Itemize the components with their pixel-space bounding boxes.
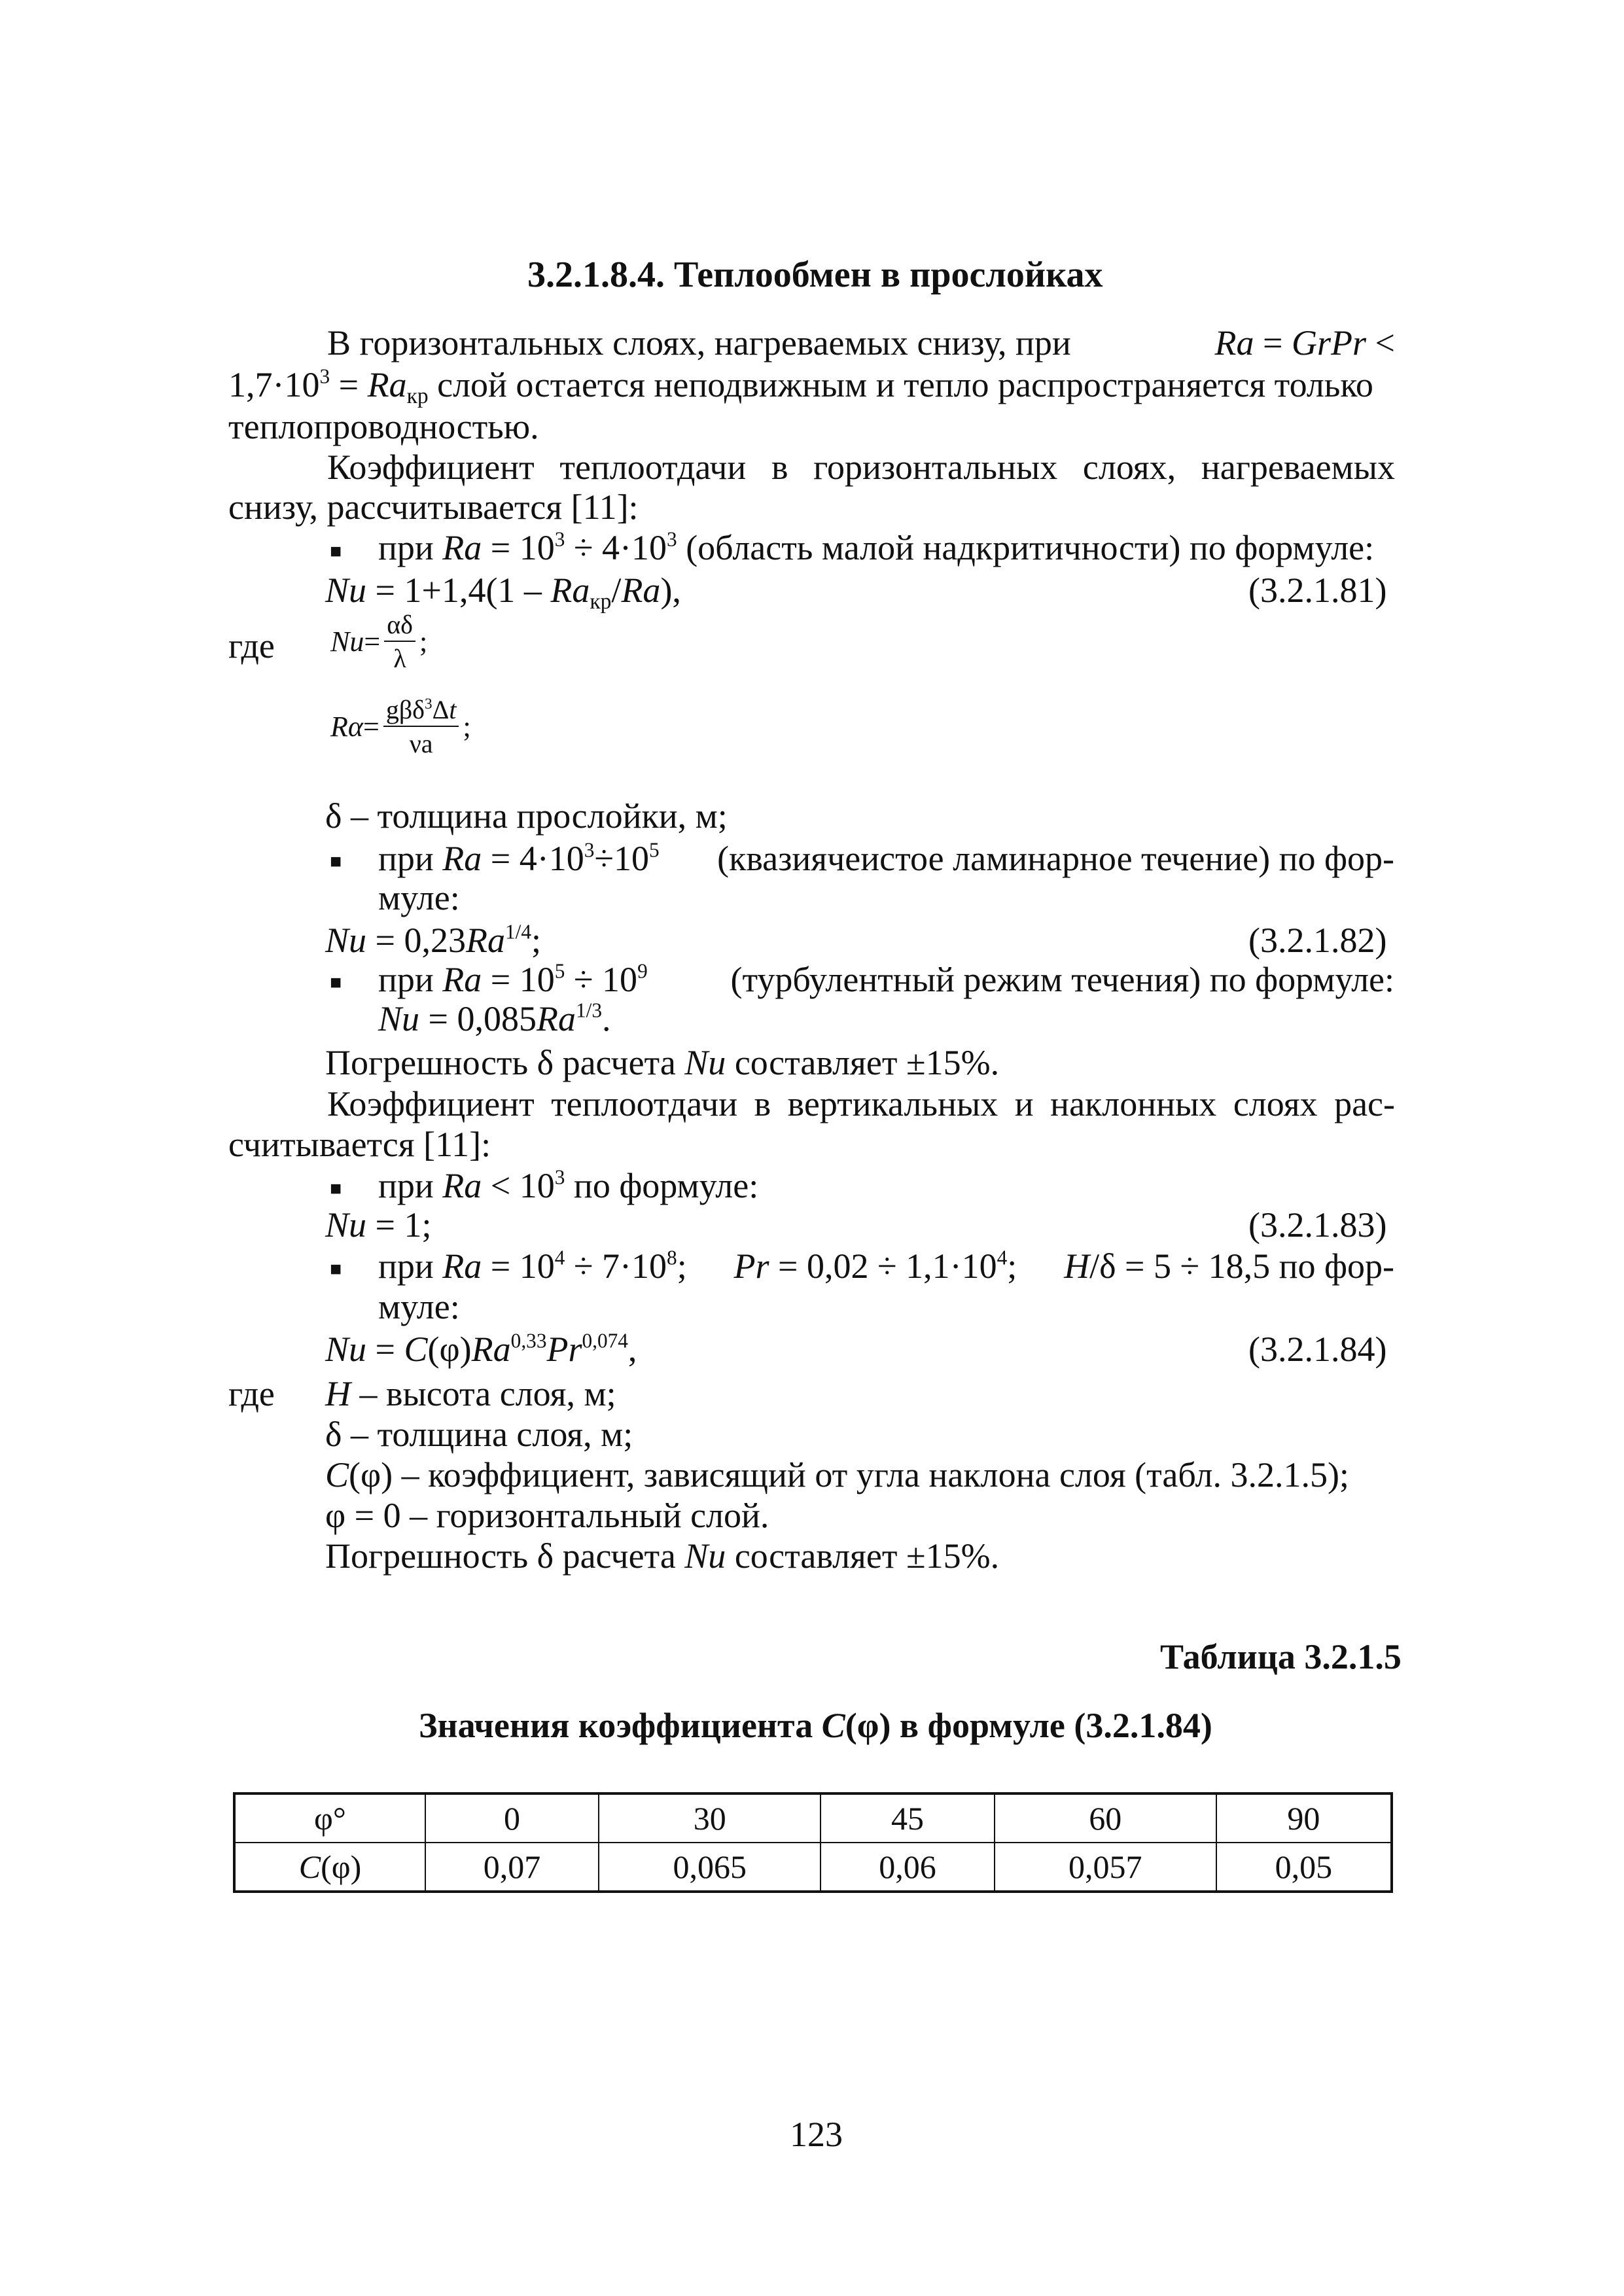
paragraph-1-line-2: $1,7\cdot 10^3 = Ra_{кр}$ слой остается неподвижным и тепло распространяется только <box>228 364 1373 409</box>
angle-cell: 0 <box>425 1793 599 1843</box>
page-number: 123 <box>790 2115 843 2154</box>
formula-number-82: (3.2.1.82) <box>1248 921 1387 960</box>
table-row-angles <box>234 1793 1392 1843</box>
ra-definition: Rα = $\frac{g\beta\delta^3\Delta t}{\nu a}$ ; <box>330 695 471 758</box>
bullet-4-text: при $Ra < 10^3$ по формуле: <box>378 1165 759 1205</box>
error-statement-2: Погрешность δ расчета Nu составляет ±15%. <box>325 1536 1000 1576</box>
paragraph-1-line-3: теплопроводностью. <box>228 407 539 446</box>
coefficient-table <box>233 1792 1393 1893</box>
bullet-1-marker: ■ <box>330 540 342 562</box>
table-label: Таблица 3.2.1.5 <box>1160 1637 1402 1676</box>
bullet-3-formula: $Nu = 0,085Ra^{1/3}$. <box>378 998 611 1038</box>
bullet-4-marker: ■ <box>330 1178 342 1199</box>
row-header-c-phi: C(φ) <box>234 1843 425 1892</box>
paragraph-2-line-1: Коэффициент теплоотдачи в горизонтальных слоях, нагреваемых <box>327 448 1395 487</box>
coefficient-cell: 0,05 <box>1216 1843 1392 1892</box>
table-row-coefficients <box>234 1843 1392 1892</box>
error-statement-1: Погрешность δ расчета Nu составляет ±15%. <box>325 1043 1000 1082</box>
paragraph-3-line-1: Коэффициент теплоотдачи в вертикальных и наклонных слоях рас- <box>327 1084 1395 1123</box>
paragraph-2-line-2: снизу, рассчитывается [11]: <box>228 487 639 527</box>
coefficient-cell: 0,057 <box>995 1843 1216 1892</box>
where-label-1: где <box>228 626 275 665</box>
nu-definition: Nu = $\frac{\alpha\delta}{\lambda}$ ; <box>330 610 428 673</box>
bullet-5-marker: ■ <box>330 1258 342 1280</box>
formula-3-2-1-82: $Nu = 0,23Ra^{1/4}$; <box>325 920 542 960</box>
coefficient-cell: 0,06 <box>821 1843 994 1892</box>
angle-cell: 90 <box>1216 1793 1392 1843</box>
coefficient-cell: 0,07 <box>425 1843 599 1892</box>
bullet-5-text-line-2: муле: <box>378 1287 460 1326</box>
formula-number-83: (3.2.1.83) <box>1248 1205 1387 1245</box>
phi-definition: φ = 0 – горизонтальный слой. <box>325 1496 769 1535</box>
formula-3-2-1-84: Nu = C(φ)Ra$^{0,33}$Pr$^{0,074}$, <box>325 1329 637 1369</box>
coefficient-cell: 0,065 <box>599 1843 821 1892</box>
c-phi-definition: C(φ) – коэффициент, зависящий от угла наклона слоя (табл. 3.2.1.5); <box>325 1455 1349 1494</box>
angle-cell: 45 <box>821 1793 994 1843</box>
table-title: Значения коэффициента C(φ) в формуле (3.2.1.84) <box>419 1706 1212 1745</box>
bullet-3-text: при $Ra = 10^5 \div 10^9$ (турбулентный режим течения) по формуле: <box>378 959 1394 999</box>
h-definition: H – высота слоя, м; <box>325 1374 616 1413</box>
bullet-2-text-line-2: муле: <box>378 878 460 917</box>
paragraph-1-line-1: В горизонтальных слоях, нагреваемых снизу, при Ra = GrPr < <box>327 323 1395 362</box>
bullet-1-text: при $Ra = 10^3 \div 4\cdot 10^3$ (область малой надкритичности) по формуле: <box>378 527 1375 567</box>
section-heading: 3.2.1.8.4. Теплообмен в прослойках <box>527 255 1103 295</box>
angle-cell: 60 <box>995 1793 1216 1843</box>
row-header-phi: φ° <box>234 1793 425 1843</box>
bullet-2-text: при $Ra = 4\cdot 10^3\div 10^5$ (квазиячеистое ламинарное течение) по фор- <box>378 838 1394 878</box>
formula-number-81: (3.2.1.81) <box>1248 571 1387 610</box>
bullet-2-marker: ■ <box>330 851 342 872</box>
paragraph-3-line-2: считывается [11]: <box>228 1125 491 1164</box>
formula-3-2-1-81: $Nu = 1+1,4(1 - Ra_{кр}/Ra)$, <box>325 571 681 614</box>
angle-cell: 30 <box>599 1793 821 1843</box>
formula-number-84: (3.2.1.84) <box>1248 1330 1387 1369</box>
bullet-5-text: при $Ra = 10^4 \div 7\cdot 10^8$; $Pr = 0,02 \div 1,1\cdot 10^4$; H/δ = 5 ÷ 18,5 по фор- <box>378 1246 1394 1286</box>
where-label-2: где <box>228 1374 275 1413</box>
delta-layer-definition: δ – толщина слоя, м; <box>325 1415 633 1454</box>
formula-3-2-1-83: Nu = 1; <box>325 1205 432 1245</box>
bullet-3-marker: ■ <box>330 972 342 993</box>
delta-definition: δ – толщина прослойки, м; <box>325 796 728 836</box>
